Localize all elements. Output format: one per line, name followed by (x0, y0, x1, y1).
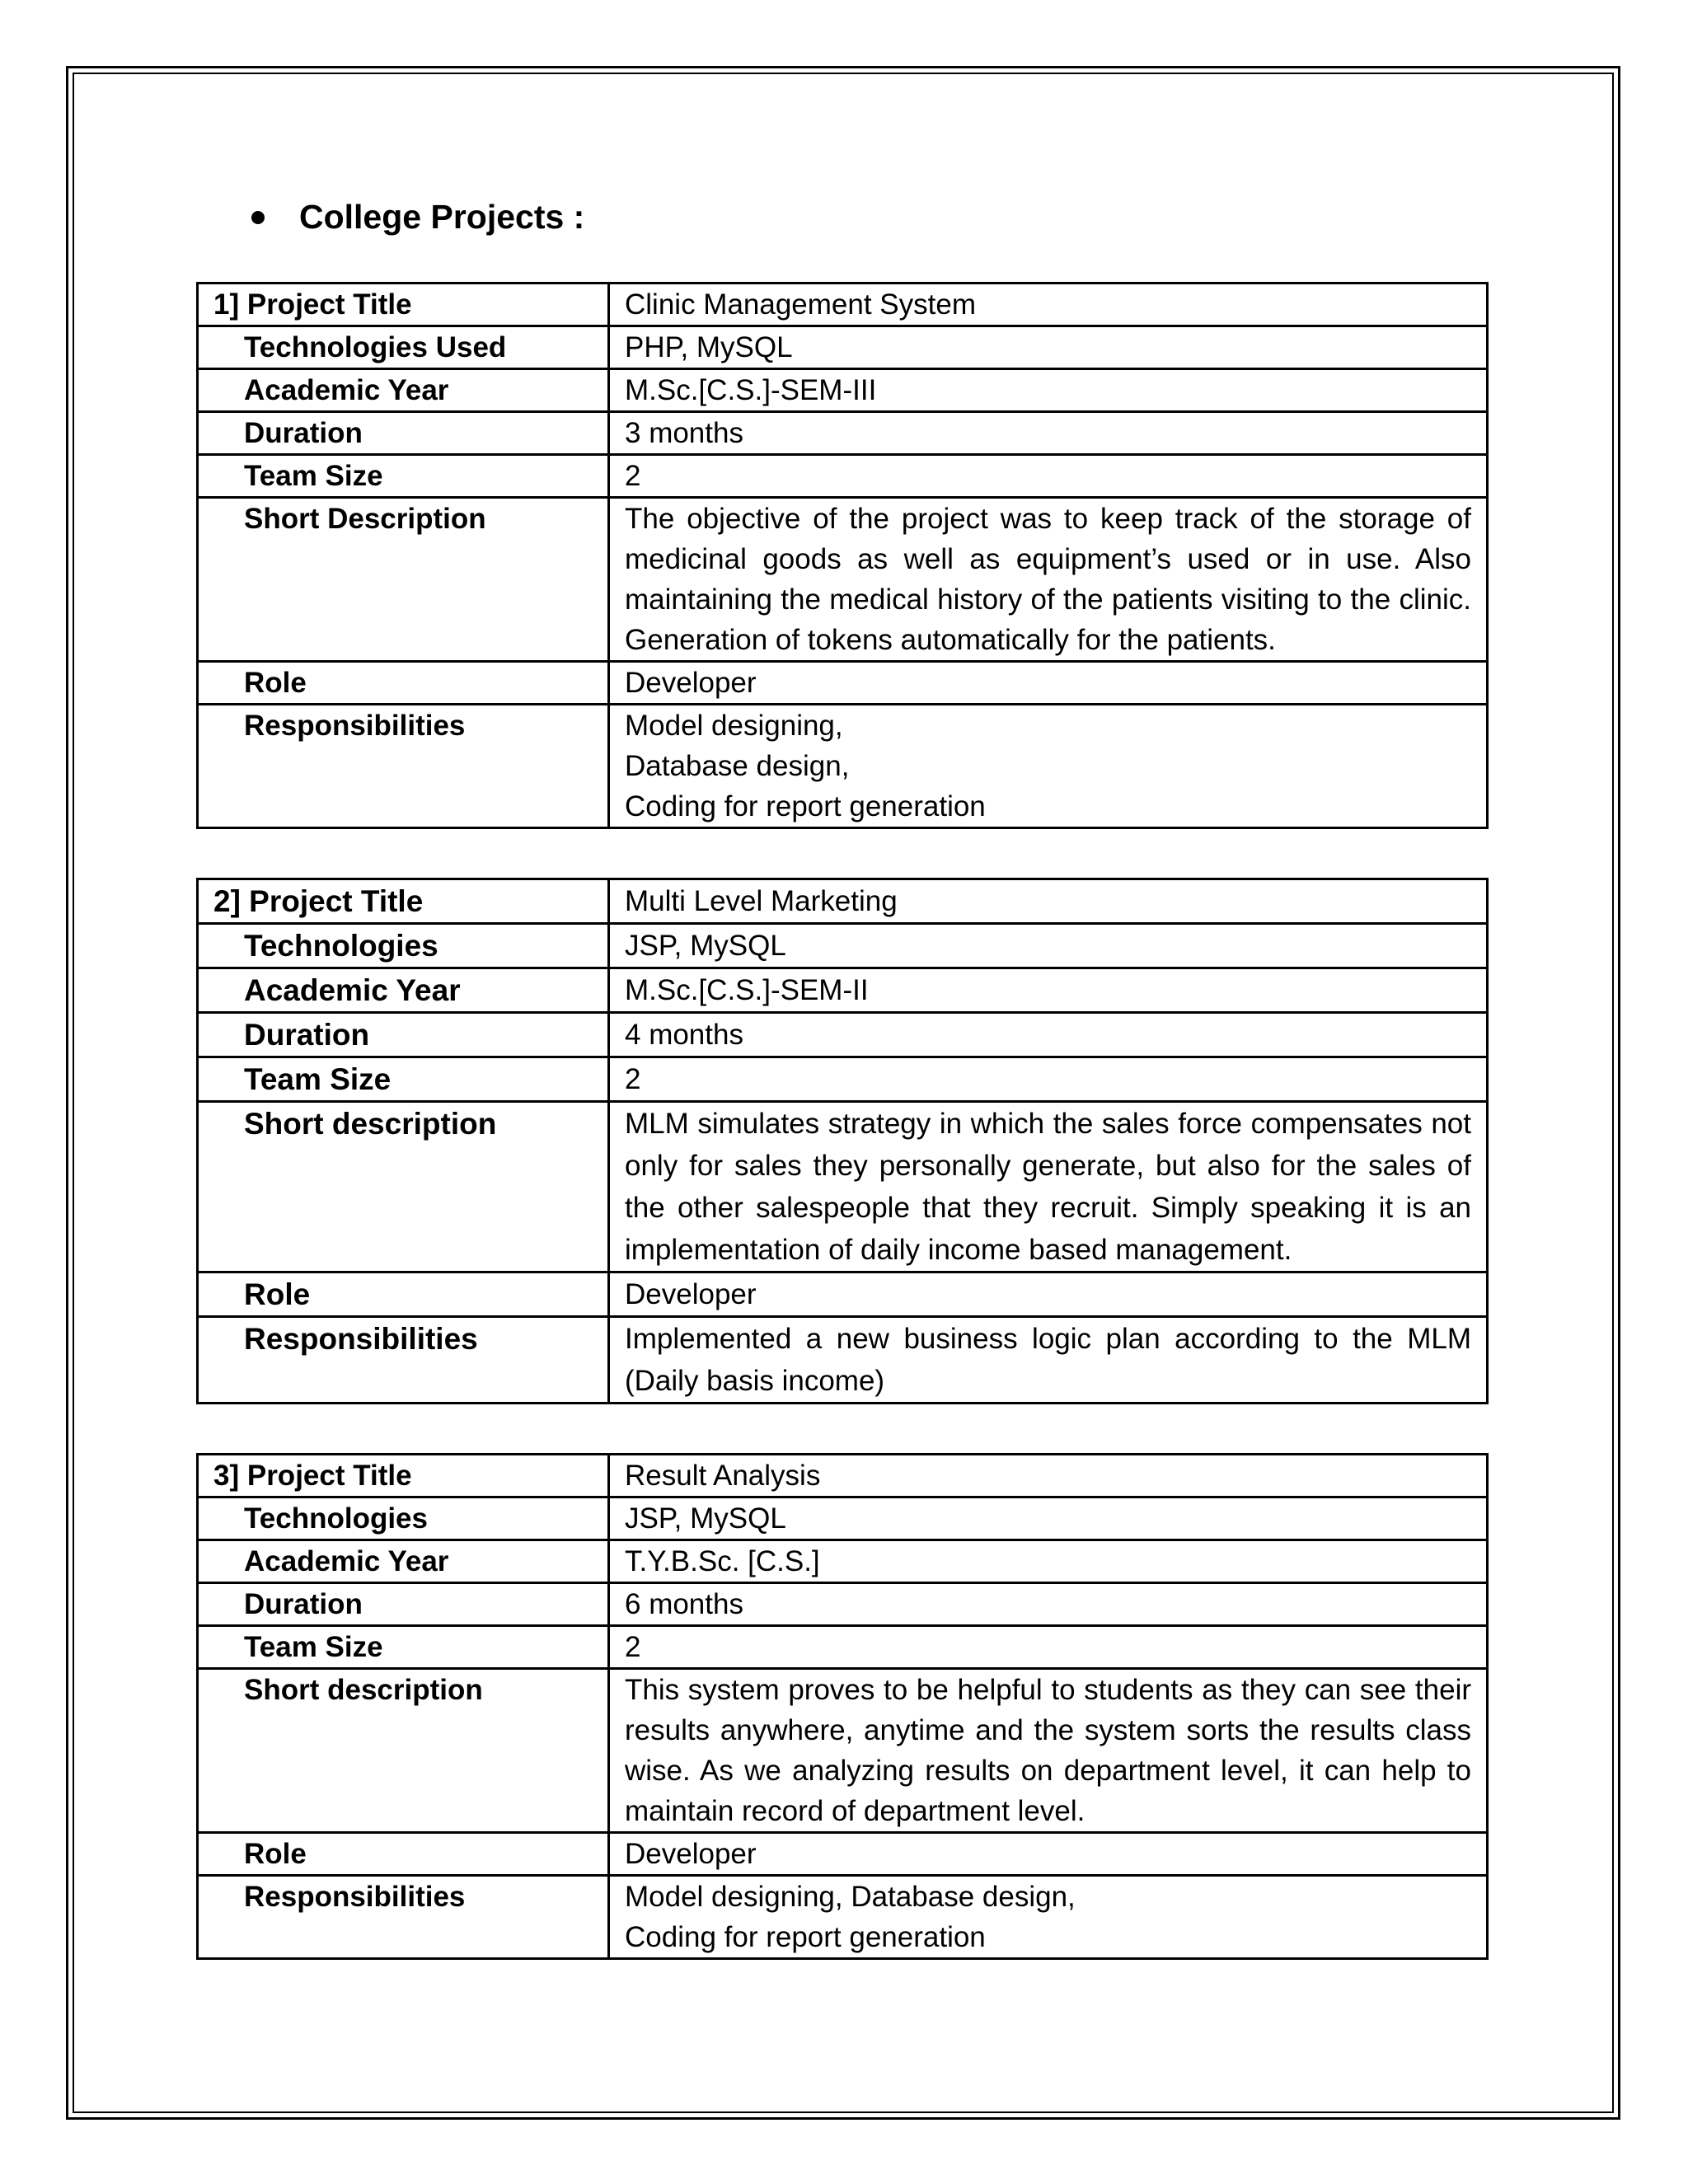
row-label: Role (198, 1272, 609, 1317)
row-label: Academic Year (198, 369, 609, 412)
table-row (198, 968, 1488, 1013)
table-row (198, 455, 1488, 498)
row-value: M.Sc.[C.S.]-SEM-III (609, 369, 1488, 412)
row-value: 2 (609, 1626, 1488, 1669)
responsibility-line: Model designing, (625, 710, 843, 742)
responsibility-line: Model designing, Database design, (625, 1881, 1076, 1913)
row-value: Developer (609, 1272, 1488, 1317)
row-value: 4 months (609, 1013, 1488, 1057)
responsibility-line: Coding for report generation (625, 790, 986, 823)
table-row (198, 1455, 1488, 1497)
row-label: 3] Project Title (198, 1455, 609, 1497)
row-label: Team Size (198, 1057, 609, 1102)
table-row (198, 924, 1488, 968)
table-row (198, 1057, 1488, 1102)
row-label: Duration (198, 1583, 609, 1626)
table-row (198, 498, 1488, 662)
row-value: T.Y.B.Sc. [C.S.] (609, 1540, 1488, 1583)
row-label: Team Size (198, 1626, 609, 1669)
row-value: 2 (609, 455, 1488, 498)
row-label: Responsibilities (198, 1317, 609, 1404)
row-label: Responsibilities (198, 705, 609, 828)
row-value: M.Sc.[C.S.]-SEM-II (609, 968, 1488, 1013)
row-label: Short Description (198, 498, 609, 662)
row-value: 6 months (609, 1583, 1488, 1626)
row-label: Academic Year (198, 1540, 609, 1583)
row-label: Team Size (198, 455, 609, 498)
row-value: MLM simulates strategy in which the sales force compensates not only for sales they personally generate, but also for the sales of the other salespeople that they recruit. Simply speaking it is an implementation of daily income based management. (609, 1102, 1488, 1272)
project-table-3 (196, 1453, 1489, 1960)
table-row (198, 326, 1488, 369)
row-value: Implemented a new business logic plan according to the MLM (Daily basis income) (609, 1317, 1488, 1404)
table-row (198, 1540, 1488, 1583)
row-label: Duration (198, 412, 609, 455)
table-row (198, 1317, 1488, 1404)
table-row (198, 1583, 1488, 1626)
row-value: Result Analysis (609, 1455, 1488, 1497)
table-row (198, 879, 1488, 924)
row-label: Duration (198, 1013, 609, 1057)
table-row (198, 1833, 1488, 1876)
row-label: Responsibilities (198, 1876, 609, 1959)
table-row (198, 284, 1488, 326)
table-row (198, 1626, 1488, 1669)
row-value: JSP, MySQL (609, 1497, 1488, 1540)
row-label: Technologies (198, 1497, 609, 1540)
project-table-2 (196, 878, 1489, 1404)
section-heading-text: College Projects : (299, 198, 585, 236)
row-value: This system proves to be helpful to students as they can see their results anywhere, anytime and the system sorts the results class wise. As we analyzing results on department level, it can help to maintain record of department level. (609, 1669, 1488, 1833)
row-value: Multi Level Marketing (609, 879, 1488, 924)
row-value (609, 1876, 1488, 1959)
table-row (198, 412, 1488, 455)
row-value: JSP, MySQL (609, 924, 1488, 968)
row-label: Technologies Used (198, 326, 609, 369)
row-label: Short description (198, 1669, 609, 1833)
row-label: 1] Project Title (198, 284, 609, 326)
row-label: Role (198, 1833, 609, 1876)
table-row (198, 705, 1488, 828)
row-label: Short description (198, 1102, 609, 1272)
row-label: 2] Project Title (198, 879, 609, 924)
row-label: Role (198, 662, 609, 705)
responsibility-line: Database design, (625, 750, 850, 782)
row-value: PHP, MySQL (609, 326, 1488, 369)
table-row (198, 369, 1488, 412)
table-row (198, 1102, 1488, 1272)
row-label: Academic Year (198, 968, 609, 1013)
section-heading (251, 198, 584, 237)
row-value: 2 (609, 1057, 1488, 1102)
row-value: Developer (609, 1833, 1488, 1876)
table-row (198, 662, 1488, 705)
row-value: Developer (609, 662, 1488, 705)
bullet-icon (251, 211, 265, 224)
row-value: Clinic Management System (609, 284, 1488, 326)
row-value (609, 705, 1488, 828)
table-row (198, 1272, 1488, 1317)
row-value: The objective of the project was to keep track of the storage of medicinal goods as well as equipment’s used or in use. Also maintaining the medical history of the patients visiting to the clinic. Generation of tokens automatically for the patients. (609, 498, 1488, 662)
table-row (198, 1669, 1488, 1833)
table-row (198, 1876, 1488, 1959)
project-table-1 (196, 282, 1489, 829)
row-label: Technologies (198, 924, 609, 968)
table-row (198, 1497, 1488, 1540)
table-row (198, 1013, 1488, 1057)
responsibility-line: Coding for report generation (625, 1921, 986, 1953)
row-value: 3 months (609, 412, 1488, 455)
